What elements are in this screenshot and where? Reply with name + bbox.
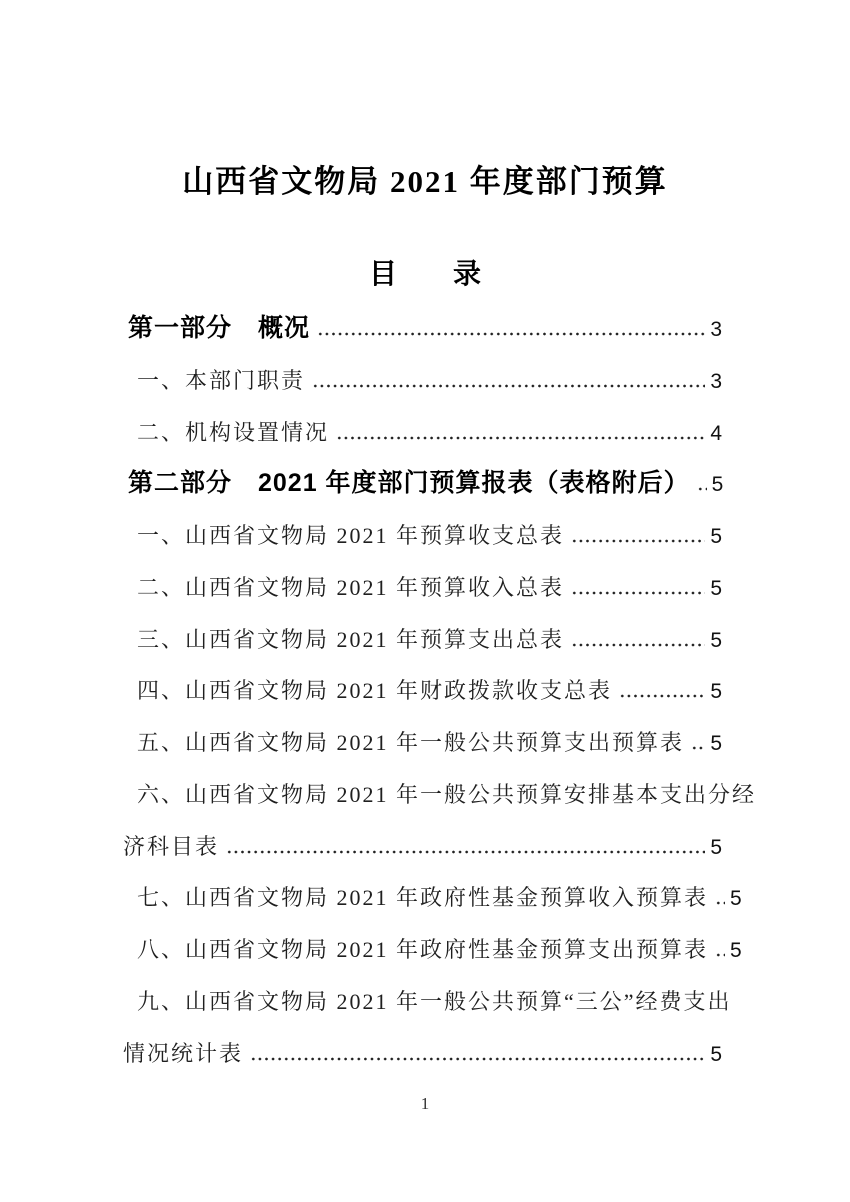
toc-page-number: 5 — [710, 1042, 722, 1066]
toc-page-number: 5 — [710, 576, 722, 600]
toc-entry[interactable] — [123, 769, 757, 821]
toc-entry[interactable] — [123, 924, 742, 976]
dot-leader — [571, 591, 705, 595]
toc-entry-text: 九、山西省文物局 2021 年一般公共预算“三公”经费支出 — [137, 988, 732, 1014]
toc-entry-text: 二、机构设置情况 — [137, 419, 330, 445]
dot-leader — [571, 643, 705, 647]
dot-leader — [715, 953, 725, 957]
dot-leader — [312, 384, 705, 388]
toc-heading: 目 录 — [368, 258, 481, 289]
toc-page-number: 5 — [710, 680, 722, 704]
toc-entry[interactable] — [123, 665, 722, 717]
toc-entry-text: 第一部分 概况 — [128, 314, 311, 342]
toc-entry-text: 八、山西省文物局 2021 年政府性基金预算支出预算表 — [137, 937, 709, 962]
toc-page-number: 5 — [710, 628, 722, 652]
toc-entry[interactable] — [123, 976, 732, 1028]
toc-page-number: 4 — [710, 421, 722, 445]
toc-entry[interactable] — [123, 355, 722, 407]
toc-entry-text: 三、山西省文物局 2021 年预算支出总表 — [137, 626, 565, 652]
dot-leader — [619, 694, 705, 698]
toc-entry[interactable] — [123, 407, 722, 459]
toc-page-number: 5 — [710, 732, 722, 755]
toc-list — [123, 303, 757, 1079]
dot-leader — [317, 332, 705, 336]
page-number-footer: 1 — [420, 1094, 430, 1113]
toc-entry-continuation[interactable] — [123, 821, 722, 873]
toc-entry-text: 济科目表 — [123, 833, 220, 859]
toc-page-number: 3 — [710, 369, 722, 393]
toc-page-number: 5 — [730, 887, 742, 911]
toc-entry[interactable] — [123, 872, 742, 924]
toc-entry-continuation[interactable] — [123, 1028, 722, 1080]
toc-entry[interactable] — [123, 510, 722, 562]
toc-page-number: 5 — [710, 525, 722, 548]
dot-leader — [250, 1057, 705, 1061]
toc-entry-text: 一、本部门职责 — [137, 367, 306, 393]
toc-page-number: 5 — [711, 473, 724, 497]
toc-entry-text: 四、山西省文物局 2021 年财政拨款收支总表 — [137, 678, 613, 704]
toc-entry-text: 五、山西省文物局 2021 年一般公共预算支出预算表 — [137, 730, 685, 755]
dot-leader — [336, 436, 705, 440]
toc-entry-text: 情况统计表 — [123, 1040, 244, 1066]
toc-entry[interactable] — [123, 717, 722, 769]
toc-entry[interactable] — [123, 303, 722, 355]
dot-leader — [691, 746, 705, 750]
toc-entry-text: 七、山西省文物局 2021 年政府性基金预算收入预算表 — [137, 885, 709, 911]
toc-entry-text: 二、山西省文物局 2021 年预算收入总表 — [137, 574, 565, 600]
dot-leader — [697, 487, 707, 491]
dot-leader — [226, 850, 705, 854]
dot-leader — [571, 539, 705, 543]
toc-entry[interactable] — [123, 562, 722, 614]
toc-entry[interactable] — [123, 614, 722, 666]
toc-page-number: 5 — [710, 835, 722, 859]
toc-page-number: 5 — [730, 939, 742, 962]
toc-entry-text: 一、山西省文物局 2021 年预算收支总表 — [137, 523, 565, 548]
toc-entry-text: 第二部分 2021 年度部门预算报表（表格附后） — [128, 469, 690, 498]
toc-page-number: 3 — [710, 318, 722, 341]
toc-entry-text: 六、山西省文物局 2021 年一般公共预算安排基本支出分经 — [137, 781, 757, 807]
toc-entry[interactable] — [123, 458, 722, 510]
dot-leader — [715, 901, 725, 905]
page-title: 山西省文物局 2021 年度部门预算 — [182, 164, 668, 199]
